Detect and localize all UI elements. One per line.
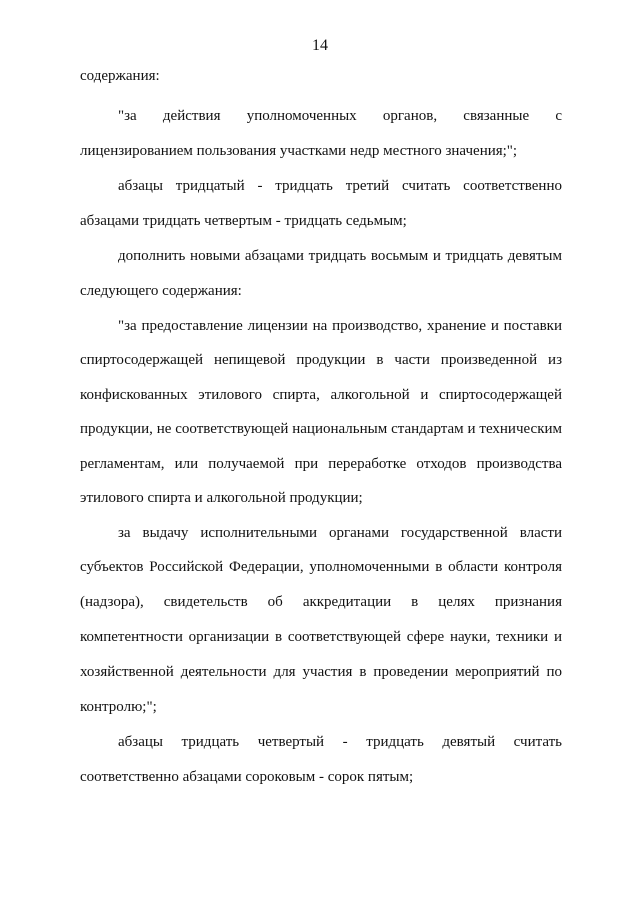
text-line-9: спиртосодержащей непищевой продукции в части произведенной из xyxy=(80,352,562,368)
text-line-5: абзацами тридцать четвертым - тридцать седьмым; xyxy=(80,213,407,229)
text-line-19: контролю;"; xyxy=(80,699,157,715)
text-line-18: хозяйственной деятельности для участия в проведении мероприятий по xyxy=(80,664,562,680)
text-line-21: соответственно абзацами сороковым - сорок пятым; xyxy=(80,769,414,785)
text-line-4: абзацы тридцатый - тридцать третий считать соответственно xyxy=(118,178,562,194)
text-line-17: компетентности организации в соответствующей сфере науки, техники и xyxy=(80,629,562,645)
text-line-16: (надзора), свидетельств об аккредитации в целях признания xyxy=(80,594,562,610)
text-line-15: субъектов Российской Федерации, уполномоченными в области контроля xyxy=(80,559,562,575)
text-line-1: содержания: xyxy=(80,68,160,84)
text-line-12: регламентам, или получаемой при переработке отходов производства xyxy=(80,456,562,472)
text-line-7: следующего содержания: xyxy=(80,283,242,299)
text-line-8: "за предоставление лицензии на производство, хранение и поставки xyxy=(118,318,562,334)
page-number: 14 xyxy=(312,37,328,54)
text-line-6: дополнить новыми абзацами тридцать восьмым и тридцать девятым xyxy=(118,248,562,264)
text-line-14: за выдачу исполнительными органами государственной власти xyxy=(118,525,562,541)
text-line-20: абзацы тридцать четвертый - тридцать девятый считать xyxy=(118,734,562,750)
text-line-11: продукции, не соответствующей национальным стандартам и техническим xyxy=(80,421,562,437)
text-line-2: "за действия уполномоченных органов, связанные с xyxy=(118,108,562,124)
text-line-3: лицензированием пользования участками недр местного значения;"; xyxy=(80,143,518,159)
text-line-10: конфискованных этилового спирта, алкогольной и спиртосодержащей xyxy=(80,387,562,403)
text-line-13: этилового спирта и алкогольной продукции; xyxy=(80,490,363,506)
